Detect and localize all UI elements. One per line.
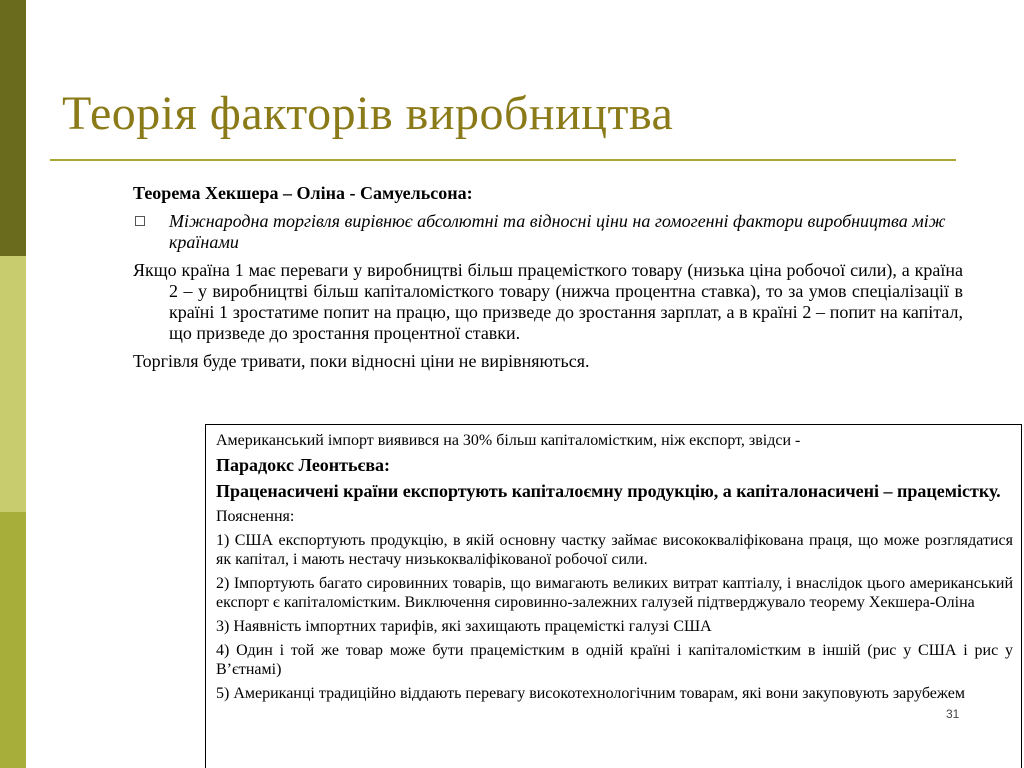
hollow-square-bullet-icon <box>135 216 145 226</box>
leontief-paradox-box <box>205 424 1022 768</box>
sidebar-stripe-bottom <box>0 512 26 768</box>
point-3: 3) Наявність імпортних тарифів, які захищають працемісткі галузі США <box>216 618 712 635</box>
title-underline <box>50 159 956 161</box>
bullet-text: Міжнародна торгівля вирівнює абсолютні та відносні ціни на гомогенні фактори виробництва між країнами <box>169 211 946 252</box>
bullet-item <box>133 211 963 253</box>
point-4: 4) Один і той же товар може бути працемістким в одній країні і капіталомістким в іншій (рис у США і рис у В’єтнамі) <box>216 642 1013 678</box>
slide-title: Теорія факторів виробництва <box>62 87 674 140</box>
slide-number: 31 <box>946 707 960 721</box>
paradox-statement: Праценасичені країни експортують капіталоємну продукцію, а капіталонасичені – працемістку. <box>216 481 1001 501</box>
box-intro: Американський імпорт виявився на 30% більш капіталомістким, ніж експорт, звідси - <box>216 432 801 449</box>
explanation-paragraph: Якщо країна 1 має переваги у виробництві більш працемісткого товару (низька ціна робочої сили), а країна 2 – у виробництві більш капіталомісткого товару (нижча процентна ставка), то за умов спеціалізації в країні 1 зростатиме попит на працю, що призведе до зростання зарплат, а в країні 2 – попит на капітал, що призведе до зростання процентної ставки. <box>133 260 963 343</box>
explanation-label: Пояснення: <box>216 508 295 525</box>
theorem-heading: Теорема Хекшера – Оліна - Самуельсона: <box>133 183 473 203</box>
main-content <box>133 183 963 379</box>
point-1: 1) США експортують продукцію, в якій основну частку займає висококваліфікована праця, що може розглядатися як капітал, і мають нестачу низькокваліфікованої робочої сили. <box>216 532 1013 568</box>
point-5: 5) Американці традиційно віддають перевагу високотехнологічним товарам, які вони закуповують зарубежем <box>216 685 965 702</box>
sidebar-stripe-middle <box>0 256 26 512</box>
sidebar-stripe-top <box>0 0 26 256</box>
conclusion-paragraph: Торгівля буде тривати, поки відносні ціни не вирівняються. <box>133 351 590 371</box>
paradox-heading: Парадокс Леонтьєва: <box>216 455 391 475</box>
point-2: 2) Імпортують багато сировинних товарів, що вимагають великих витрат каптіалу, і внаслідок цього американський експорт є капіталомістким. Виключення сировинно-залежних галузей підтверджувало теорему Хекшера-Оліна <box>216 575 1013 611</box>
